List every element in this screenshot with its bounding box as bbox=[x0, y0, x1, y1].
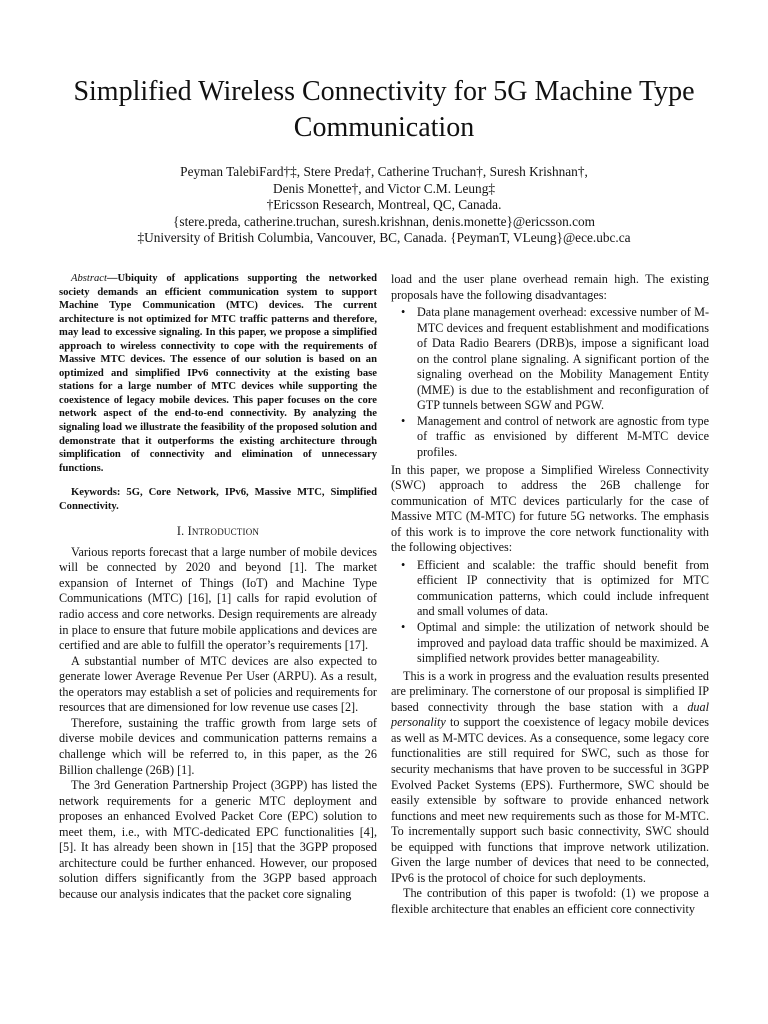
objectives-list bbox=[391, 558, 709, 667]
right-column bbox=[391, 272, 709, 917]
author-names-line-1: Peyman TalebiFard†‡, Stere Preda†, Catherine Truchan†, Suresh Krishnan†, bbox=[180, 164, 588, 179]
text-span: to support the coexistence of legacy mobile devices as well as M-MTC devices. As a consequence, some legacy core functionalities are still required for SWC, such as those for security mechanisms that have proven to be successful in 3GPP Evolved Packet Systems (EPS). Furthermore, SWC should be easily extensible by software to provide enhanced network functions and meet new requirements such as those for M-MTC. To incrementally support such basic connectivity, SWC should be equipped with functions that improve network utilization. Given the large number of devices that need to be connected, IPv6 is the protocol of choice for such deployments. bbox=[391, 715, 709, 885]
abstract-label: Abstract bbox=[71, 273, 107, 284]
affiliation-ubc: ‡University of British Columbia, Vancouver, BC, Canada. {PeymanT, VLeung}@ece.ubc.ca bbox=[137, 230, 631, 246]
list-item: • Management and control of network are agnostic from type of traffic as envisioned by different M-MTC device profiles. bbox=[391, 414, 709, 461]
right-paragraph-4: The contribution of this paper is twofold: (1) we propose a flexible architecture that enables an efficient core connectivity bbox=[391, 886, 709, 916]
author-block bbox=[40, 164, 728, 247]
right-paragraph-1: load and the user plane overhead remain high. The existing proposals have the following disadvantages: bbox=[391, 272, 709, 302]
affiliation-ericsson-emails: {stere.preda, catherine.truchan, suresh.krishnan, denis.monette}@ericsson.com bbox=[173, 213, 595, 229]
affiliation-ericsson: †Ericsson Research, Montreal, QC, Canada. bbox=[266, 197, 502, 213]
keywords: Keywords: 5G, Core Network, IPv6, Massive MTC, Simplified Connectivity. bbox=[59, 487, 377, 512]
abstract bbox=[59, 272, 377, 475]
right-paragraph-2: In this paper, we propose a Simplified Wireless Connectivity (SWC) approach to address the 26B challenge for communication of MTC devices particularly for the case of Massive MTC (M-MTC) for future 5G networks. The emphasis of this work is to improve the core network functionality with the following objectives: bbox=[391, 462, 709, 555]
abstract-text: —Ubiquity of applications supporting the networked society demands an efficient communication system to support Machine Type Communication (MTC) devices. The current architecture is not optimized for MTC traffic patterns and therefore, may lead to excessive signaling. In this paper, we propose a simplified approach to wireless connectivity to cope with the requirements of Massive MTC devices. The essence of our solution is based on an optimized and simplified IPv6 connectivity at the existing base stations for a large number of MTC devices while supporting the coexistence of legacy mobile devices. This paper focuses on the core network aspect of the end-to-end connectivity. By analyzing the signaling load we illustrate the feasibility of the proposed solution and demonstrate that it outperforms the existing architecture through simplification of connectivity and elimination of unnecessary functions. bbox=[59, 273, 377, 474]
section-heading-introduction: I. Introduction bbox=[176, 524, 260, 539]
list-item: • Efficient and scalable: the traffic should benefit from efficient IP connectivity that is optimized for MTC communication patterns, which could include infrequent and small volumes of data. bbox=[391, 558, 709, 620]
left-column bbox=[59, 272, 377, 902]
list-item: • Data plane management overhead: excessive number of M-MTC devices and frequent establishment and modifications of Data Radio Bearers (DRB)s, impose a significant load on the control plane signaling. A significant portion of the signaling overhead on the Mobility Management Entity (MME) is due to the establishment and reconfiguration of GTP tunnels between SGW and PGW. bbox=[391, 305, 709, 414]
intro-paragraph-1: Various reports forecast that a large number of mobile devices will be connected by 2020 and beyond [1]. The market expansion of Internet of Things (IoT) and Machine Type Communications (MTC) [16], [1] calls for rapid evolution of radio access and core networks. Design requirements are already in place to ensure that future mobile applications and devices are certified and are able to fulfill the operator’s requirements [17]. bbox=[59, 544, 377, 653]
text-span: This is a work in progress and the evaluation results presented are preliminary. The cornerstone of our proposal is simplified IP based connectivity through the base station with a bbox=[391, 668, 709, 714]
dual-personality-emphasis: dual personality bbox=[391, 699, 709, 730]
author-names-line-2: Denis Monette†, and Victor C.M. Leung‡ bbox=[272, 180, 495, 196]
disadvantages-list bbox=[391, 305, 709, 460]
intro-paragraph-4: The 3rd Generation Partnership Project (3GPP) has listed the network requirements for a generic MTC deployment and proposes an enhanced Evolved Packet Core (EPC) solution to meet them, i.e., with MTC-dedicated EPC functionalities [4], [5]. It has already been shown in [15] that the 3GPP proposed architecture could be further enhanced. However, our proposed solution differs significantly from the 3GPP based approach because our analysis indicates that the packet core signaling bbox=[59, 778, 377, 901]
intro-paragraph-3: Therefore, sustaining the traffic growth from large sets of diverse mobile devices and communication patterns remains a challenge which will be referred to, in this paper, as the 26 Billion challenge (26B) [1]. bbox=[59, 715, 377, 777]
paper-title: Simplified Wireless Connectivity for 5G Machine Type Communication bbox=[73, 76, 695, 143]
intro-paragraph-2: A substantial number of MTC devices are also expected to generate lower Average Revenue Per User (ARPU). As a result, the operators may establish a set of policies and requirements for resources that are dimensioned for low revenue use cases [2]. bbox=[59, 653, 377, 715]
right-paragraph-3 bbox=[391, 669, 709, 887]
list-item: • Optimal and simple: the utilization of network should be improved and payload data traffic should be maximized. A simplified network provides better manageability. bbox=[391, 620, 709, 667]
